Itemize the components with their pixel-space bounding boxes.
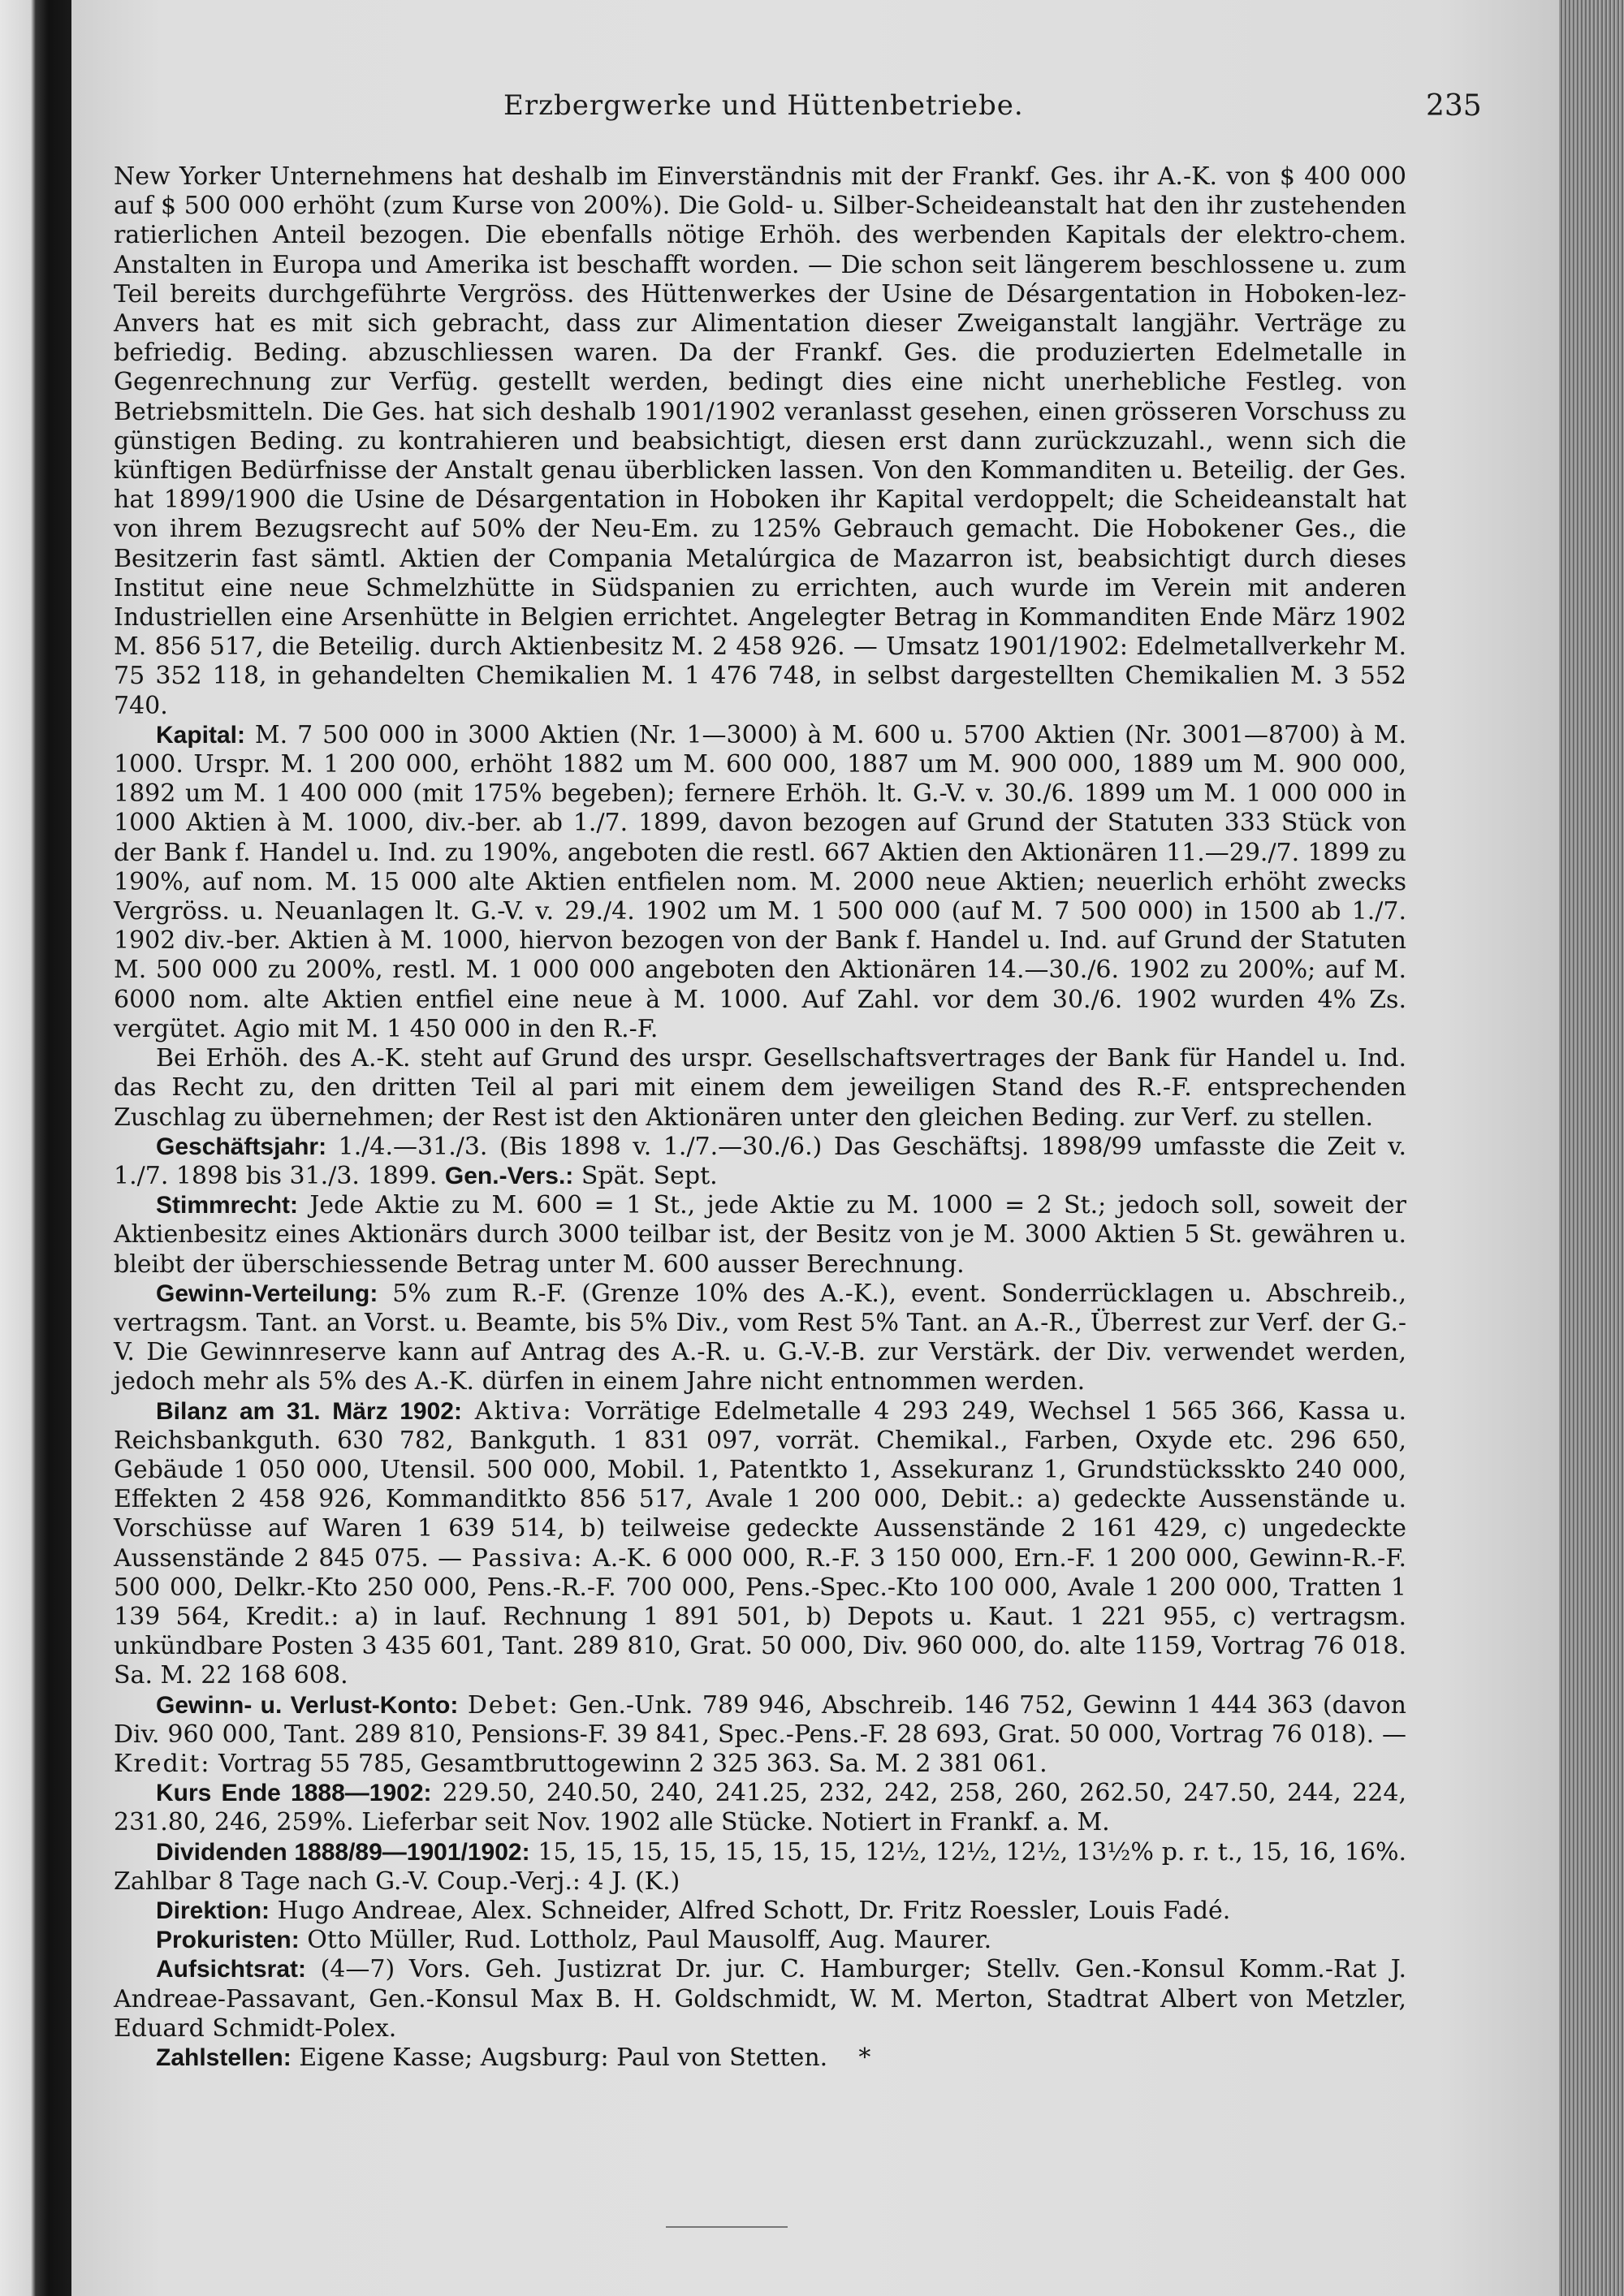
genvers-label: Gen.-Vers.: (444, 1162, 574, 1189)
paragraph-intro: New Yorker Unternehmens hat deshalb im Einverständnis mit der Frankf. Ges. ihr A.-K. von $ 400 000 auf $ 500 000 erhöht (zum Kurse von 200%). Die Gold- u. Silber-Scheideanstalt hat den ihr zustehenden ratierlichen Anteil bezogen. Die ebenfalls nötige Erhöh. des werbenden Kapitals der elektro-chem. Anstalten in Europa und Amerika ist beschafft worden. — Die schon seit längerem beschlossene u. zum Teil bereits durchgeführte Vergröss. des Hüttenwerkes der Usine de Désargentation in Hoboken-lez-Anvers hat es mit sich gebracht, dass zur Alimentation dieser Zweiganstalt langjähr. Verträge zu befriedig. Beding. abzuschliessen waren. Da der Frankf. Ges. die produzierten Edelmetalle in Gegenrechnung zur Verfüg. gestellt werden, bedingt dies eine nicht unerhebliche Festleg. von Betriebsmitteln. Die Ges. hat sich deshalb 1901/1902 veranlasst gesehen, einen grösseren Vorschuss zu günstigen Beding. zu kontrahieren und beabsichtigt, diesen erst dann zurückzuzahl., wenn sich die künftigen Bedürfnisse der Anstalt genau überblicken lassen. Von den Kommanditen u. Beteilig. der Ges. hat 1899/1900 die Usine de Désargentation in Hoboken ihr Kapital verdoppelt; die Scheideanstalt hat von ihrem Bezugsrecht auf 50% der Neu-Em. zu 125% Gebrauch gemacht. Die Hobokener Ges., die Besitzerin fast sämtl. Aktien der Compania Metalúrgica de Mazarron ist, beabsichtigt durch dieses Institut eine neue Schmelzhütte in Südspanien zu errichten, auch wurde im Verein mit anderen Industriellen eine Arsenhütte in Belgien errichtet. Angelegter Betrag in Kommanditen Ende März 1902 M. 856 517, die Beteilig. durch Aktienbesitz M. 2 458 926. — Umsatz 1901/1902: Edelmetallverkehr M. 75 352 118, in gehandelten Chemikalien M. 1 476 748, in selbst dargestellten Chemikalien M. 3 552 740. (114, 162, 1406, 720)
geschaeftsjahr-text: 1./4.—31./3. (Bis 1898 v. 1./7.—30./6.) Das Geschäftsj. 1898/99 umfasste die Zeit v. 1./7. 1898 bis 31./3. 1899. (114, 1132, 1406, 1190)
kurs-label: Kurs Ende 1888—1902: (156, 1780, 432, 1807)
geschaeftsjahr-label: Geschäftsjahr: (156, 1133, 327, 1160)
guv-debet-text: Gen.-Unk. 789 946, Abschreib. 146 752, Gewinn 1 444 363 (davon Div. 960 000, Tant. 289 810, Pensions-F. 39 841, Spec.-Pens.-F. 28 693, Grat. 50 000, Vortrag 76 018). — (114, 1690, 1407, 1749)
guv-label: Gewinn- u. Verlust-Konto: (156, 1691, 459, 1719)
passiva-word: Passiva: (471, 1543, 584, 1573)
paragraph-kurs (114, 1779, 1406, 1837)
guv-kredit-text: Vortrag 55 785, Gesamtbruttogewinn 2 325 363. Sa. M. 2 381 061. (210, 1749, 1047, 1778)
paragraph-gewinn-verteilung (114, 1280, 1406, 1397)
bilanz-passiva-text: A.-K. 6 000 000, R.-F. 3 150 000, Ern.-F. 1 200 000, Gewinn-R.-F. 500 000, Delkr.-Kto 250 000, Pens.-R.-F. 700 000, Pens.-Spec.-Kto 100 000, Avale 1 200 000, Tratten 1 139 564, Kredit.: a) in lauf. Rechnung 1 891 501, b) Depots u. Kaut. 1 221 955, c) vertragsm. unkündbare Posten 3 435 601, Tant. 289 810, Grat. 50 000, Div. 960 000, do. alte 1159, Vortrag 76 018. Sa. M. 22 168 608. (114, 1543, 1406, 1690)
paragraph-geschaeftsjahr (114, 1133, 1406, 1191)
paragraph-stimmrecht (114, 1191, 1406, 1280)
kredit-word: Kredit: (114, 1749, 211, 1778)
paragraph-gewinn-verlust (114, 1691, 1406, 1780)
gewinn-verteilung-text: 5% zum R.-F. (Grenze 10% des A.-K.), event. Sonderrücklagen u. Abschreib., vertragsm. Tant. an Vorst. u. Beamte, bis 5% Div., vom Rest 5% Tant. an A.-R., Überrest zur Verf. der G.-V. Die Gewinnreserve kann auf Antrag des A.-R. u. G.-V.-B. zur Verstärk. der Div. verwendet werden, jedoch mehr als 5% des A.-K. dürfen in einem Jahre nicht entnommen werden. (114, 1279, 1406, 1396)
footer-rule (666, 2226, 788, 2228)
bilanz-aktiva-text: Vorrätige Edelmetalle 4 293 249, Wechsel 1 565 366, Kassa u. Reichsbankguth. 630 782, Bankguth. 1 831 097, vorrät. Chemikal., Farben, Oxyde etc. 296 650, Gebäude 1 050 000, Utensil. 500 000, Mobil. 1, Patentkto 1, Assekuranz 1, Grundstücksskto 240 000, Effekten 2 458 926, Kommanditkto 856 517, Avale 1 200 000, Debit.: a) gedeckte Aussenstände u. Vorschüsse auf Waren 1 639 514, b) teilweise gedeckte Aussenstände 2 161 429, c) ungedeckte Aussenstände 2 845 075. — (114, 1396, 1407, 1573)
stimmrecht-text: Jede Aktie zu M. 600 = 1 St., jede Aktie zu M. 1000 = 2 St.; jedoch soll, soweit der Aktienbesitz eines Aktionärs durch 3000 teilbar ist, der Besitz von je M. 3000 Aktien 5 St. gewähren u. bleibt der überschiessende Betrag unter M. 600 ausser Berechnung. (114, 1191, 1406, 1279)
aufsichtsrat-label: Aufsichtsrat: (156, 1956, 307, 1983)
dividenden-label: Dividenden 1888/89—1901/1902: (156, 1838, 530, 1866)
gewinn-verteilung-label: Gewinn-Verteilung: (156, 1280, 378, 1307)
paragraph-erhoehung: Bei Erhöh. des A.-K. steht auf Grund des urspr. Gesellschaftsvertrages der Bank für Handel u. Ind. das Recht zu, den dritten Teil al pari mit einem dem jeweiligen Stand des R.-F. entsprechenden Zuschlag zu übernehmen; der Rest ist den Aktionären unter den gleichen Beding. zur Verf. zu stellen. (114, 1044, 1406, 1132)
zahlstellen-label: Zahlstellen: (156, 2044, 292, 2071)
direktion-label: Direktion: (156, 1897, 270, 1924)
prokuristen-label: Prokuristen: (156, 1927, 300, 1954)
dividenden-text: 15, 15, 15, 15, 15, 15, 15, 12½, 12½, 12½, 13½% p. r. t., 15, 16, 16%. Zahlbar 8 Tage nach G.-V. Coup.-Verj.: 4 J. (K.) (114, 1837, 1406, 1896)
paragraph-direktion (114, 1897, 1406, 1926)
aufsichtsrat-text: (4—7) Vors. Geh. Justizrat Dr. jur. C. Hamburger; Stellv. Gen.-Konsul Komm.-Rat J. Andreae-Passavant, Gen.-Konsul Max B. H. Goldschmidt, W. M. Merton, Stadtrat Albert von Metzler, Eduard Schmidt-Polex. (114, 1955, 1406, 2043)
binding-shadow (0, 0, 71, 2296)
direktion-text: Hugo Andreae, Alex. Schneider, Alfred Schott, Dr. Fritz Roessler, Louis Fadé. (270, 1896, 1231, 1925)
kapital-text: M. 7 500 000 in 3000 Aktien (Nr. 1—3000) à M. 600 u. 5700 Aktien (Nr. 3001—8700) à M. 1000. Urspr. M. 1 200 000, erhöht 1882 um M. 600 000, 1887 um M. 900 000, 1889 um M. 900 000, 1892 um M. 1 400 000 (mit 175% begeben); fernere Erhöh. lt. G.-V. v. 30./6. 1899 um M. 1 000 000 in 1000 Aktien à M. 1000, div.-ber. ab 1./7. 1899, davon bezogen auf Grund der Statuten 333 Stück von der Bank f. Handel u. Ind. zu 190%, angeboten die restl. 667 Aktien den Aktionären 11.—29./7. 1899 zu 190%, auf nom. M. 15 000 alte Aktien entfielen nom. M. 2000 neue Aktien; neuerlich erhöht zwecks Vergröss. u. Neuanlagen lt. G.-V. v. 29./4. 1902 um M. 1 500 000 (auf M. 7 500 000) in 1500 ab 1./7. 1902 div.-ber. Aktien à M. 1000, hiervon bezogen von der Bank f. Handel u. Ind. auf Grund der Statuten M. 500 000 zu 200%, restl. M. 1 000 000 angeboten den Aktionären 14.—30./6. 1902 zu 200%; auf M. 6000 nom. alte Aktien entfiel eine neue à M. 1000. Auf Zahl. vor dem 30./6. 1902 wurden 4% Zs. vergütet. Agio mit M. 1 450 000 in den R.-F. (114, 720, 1406, 1043)
kurs-text: 229.50, 240.50, 240, 241.25, 232, 242, 258, 260, 262.50, 247.50, 244, 224, 231.80, 246, 259%. Lieferbar seit Nov. 1902 alle Stücke. Notiert in Frankf. a. M. (114, 1779, 1406, 1837)
page-body (114, 162, 1406, 2073)
paragraph-kapital (114, 721, 1406, 1044)
paragraph-prokuristen (114, 1926, 1406, 1955)
page-header (71, 89, 1559, 130)
running-title: Erzbergwerke und Hüttenbetriebe. (503, 89, 1024, 122)
paragraph-dividenden (114, 1838, 1406, 1897)
paragraph-bilanz (114, 1397, 1406, 1691)
bilanz-label: Bilanz am 31. März 1902: (156, 1397, 462, 1425)
genvers-text: Spät. Sept. (573, 1161, 718, 1190)
zahlstellen-text: Eigene Kasse; Augsburg: Paul von Stetten. (291, 2044, 828, 2072)
paragraph-zahlstellen (114, 2044, 1406, 2073)
prokuristen-text: Otto Müller, Rud. Lottholz, Paul Mausolff, Aug. Maurer. (299, 1926, 992, 1955)
page-number: 235 (1426, 89, 1482, 123)
kapital-label: Kapital: (156, 721, 246, 749)
page-edges (1559, 0, 1624, 2296)
debet-word: Debet: (467, 1690, 559, 1720)
paragraph-aufsichtsrat (114, 1955, 1406, 2044)
stimmrecht-label: Stimmrecht: (156, 1192, 299, 1219)
aktiva-word: Aktiva: (474, 1396, 573, 1426)
footnote-mark: * (858, 2044, 871, 2072)
